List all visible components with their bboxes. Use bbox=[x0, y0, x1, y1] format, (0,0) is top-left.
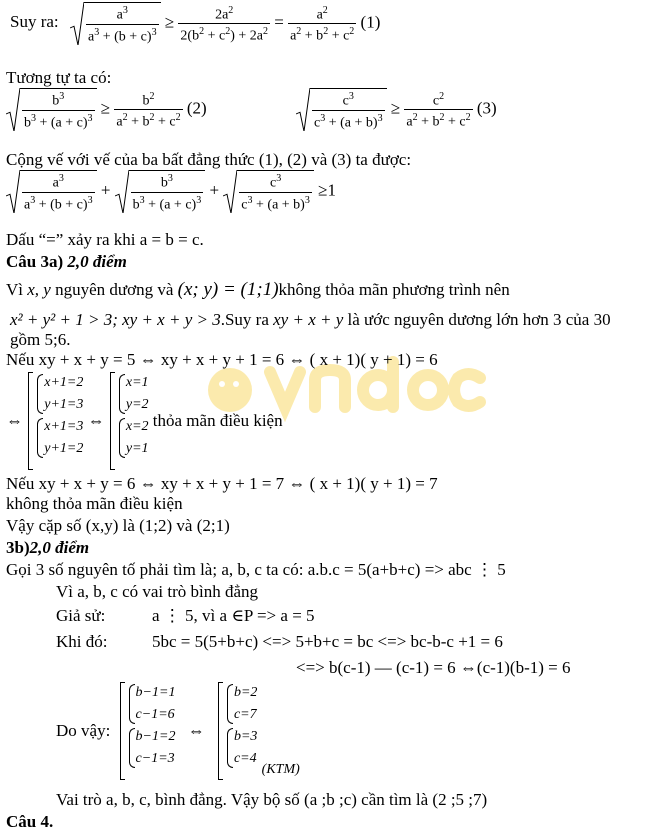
formula-sum: $\frac{a^3}{a^3 + (b + c)^3}$ + $\frac{b^3}{b^3 + (a + c)^3}$ + $\frac{c^3}{c^3 + (a + b)^3}$ ≥1 bbox=[6, 170, 336, 213]
heading-cau-4: Câu 4. bbox=[6, 812, 54, 831]
para-3b-2: Vì a, b, c có vai trò bình đẳng bbox=[56, 582, 259, 601]
para-3b-3: Giả sử: a ⋮ 5, vì a ∈P => a = 5 bbox=[56, 606, 315, 625]
sqrt-a: $\frac{a^3}{a^3 + (b + c)^3}$ bbox=[70, 2, 161, 45]
para-3a-7: không thỏa mãn điều kiện bbox=[6, 494, 183, 513]
doc-line-2: Tương tự ta có: bbox=[6, 68, 112, 87]
doc-line-4: Cộng vế với vế của ba bất đẳng thức (1), (2) và (3) ta được: bbox=[6, 150, 412, 169]
doc-line-1 bbox=[10, 12, 59, 32]
formula-1: $\frac{a^3}{a^3 + (b + c)^3}$ ≥ $\frac{2a^2}{2(b^2 + c^2) + 2a^2}$ = $\frac{a^2}{a^2 + b^2 + c^2}$ (1) bbox=[70, 2, 380, 45]
tag-1: (1) bbox=[360, 12, 381, 32]
tag-2: (2) bbox=[186, 98, 207, 118]
para-3a-2: x² + y² + 1 > 3; xy + x + y > 3.Suy ra xy + x + y là ước nguyên dương lớn hơn 3 của 30 bbox=[10, 310, 611, 329]
para-3a-6: Nếu xy + x + y = 6 ⇔ xy + x + y + 1 = 7 ⇔ ( x + 1)( y + 1) = 7 bbox=[6, 474, 438, 493]
tag-3: (3) bbox=[476, 98, 497, 118]
para-3a-3: gồm 5;6. bbox=[10, 330, 71, 349]
heading-cau-3a: Câu 3a) 2,0 điểm bbox=[6, 252, 127, 271]
para-3b-5: <=> b(c-1) — (c-1) = 6 ⇔(c-1)(b-1) = 6 bbox=[296, 658, 571, 677]
formula-3: $\frac{c^3}{c^3 + (a + b)^3}$ ≥ $\frac{c^2}{a^2 + b^2 + c^2}$ (3) bbox=[296, 88, 497, 131]
para-3b-4: Khi đó: 5bc = 5(5+b+c) <=> 5+b+c = bc <=> bc-b-c +1 = 6 bbox=[56, 632, 503, 651]
lead-suy-ra: Suy ra: bbox=[10, 12, 59, 31]
system-bc: Do vậy: b−1=1 c−1=6 b−1=2 c−1=3 ⇔ b=2 c=7 b=3 c=4 (KTM) bbox=[56, 682, 300, 780]
system-xy: ⇔ x+1=2 y+1=3 x+1=3 y+1=2 ⇔ x=1 y=2 x=2 y=1 thỏa mãn điều kiện bbox=[6, 372, 283, 470]
heading-3b: 3b)2,0 điểm bbox=[6, 538, 90, 557]
formula-2: $\frac{b^3}{b^3 + (a + c)^3}$ ≥ $\frac{b^2}{a^2 + b^2 + c^2}$ (2) bbox=[6, 88, 207, 131]
doc-line-6: Dấu “=” xảy ra khi a = b = c. bbox=[6, 230, 204, 249]
para-3a-4: Nếu xy + x + y = 5 ⇔ xy + x + y + 1 = 6 ⇔ ( x + 1)( y + 1) = 6 bbox=[6, 350, 438, 369]
para-3b-7: Vai trò a, b, c, bình đẳng. Vậy bộ số (a ;b ;c) cần tìm là (2 ;5 ;7) bbox=[56, 790, 488, 809]
para-3a-8: Vậy cặp số (x,y) là (1;2) và (2;1) bbox=[6, 516, 230, 535]
para-3b-1: Gọi 3 số nguyên tố phải tìm là; a, b, c ta có: a.b.c = 5(a+b+c) => abc ⋮ 5 bbox=[6, 560, 506, 579]
para-3a-1: Vì x, y nguyên dương và (x; y) = (1;1)không thỏa mãn phương trình nên bbox=[6, 279, 510, 300]
